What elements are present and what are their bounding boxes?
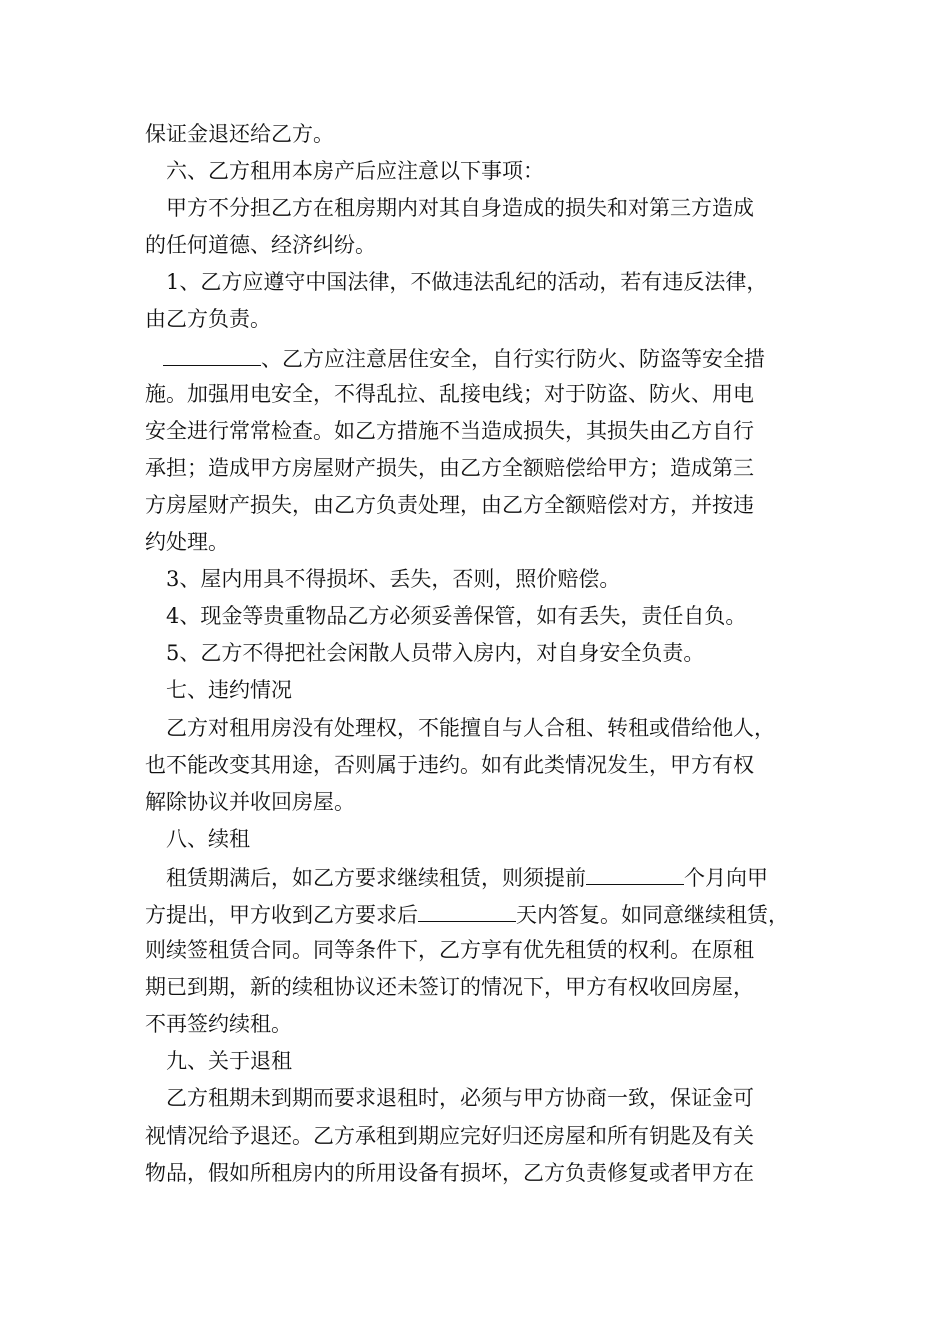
- text-line: 乙方对租用房没有处理权，不能擅自与人合租、转租或借给他人，: [166, 715, 775, 740]
- document-body: [145, 116, 810, 1192]
- section-heading: 六、乙方租用本房产后应注意以下事项：: [166, 159, 544, 184]
- text-line: 施。加强用电安全，不得乱拉、乱接电线；对于防盗、防火、用电: [145, 381, 754, 406]
- text-line: 由乙方负责。: [145, 307, 271, 332]
- text-segment: 、乙方应注意居住安全，自行实行防火、防盗等安全措: [261, 346, 765, 371]
- text-line: 不再签约续租。: [145, 1012, 292, 1037]
- section-heading: 九、关于退租: [166, 1049, 292, 1074]
- list-item: 1、乙方应遵守中国法律，不做违法乱纪的活动，若有违反法律，: [166, 270, 768, 295]
- text-line: 视情况给予退还。乙方承租到期应完好归还房屋和所有钥匙及有关: [145, 1123, 754, 1148]
- text-line: 约处理。: [145, 530, 229, 555]
- text-line-with-blank: [145, 858, 810, 895]
- text-line: 的任何道德、经济纠纷。: [145, 233, 376, 258]
- text-line: 保证金退还给乙方。: [145, 122, 334, 146]
- fill-in-blank[interactable]: [586, 858, 684, 885]
- text-segment: 方提出，甲方收到乙方要求后: [145, 902, 418, 927]
- list-item: 4、现金等贵重物品乙方必须妥善保管，如有丢失，责任自负。: [166, 604, 747, 629]
- text-segment: 租赁期满后，如乙方要求继续租赁，则须提前: [166, 865, 586, 890]
- text-segment: 个月向甲: [684, 865, 768, 890]
- text-line: 则续签租赁合同。同等条件下，乙方享有优先租赁的权利。在原租: [145, 938, 754, 963]
- section-heading: 七、违约情况: [166, 678, 292, 703]
- text-line: 解除协议并收回房屋。: [145, 789, 355, 814]
- text-line: 期已到期，新的续租协议还未签订的情况下，甲方有权收回房屋，: [145, 975, 754, 1000]
- text-segment: 天内答复。如同意继续租赁，: [516, 902, 789, 927]
- text-line: 方房屋财产损失，由乙方负责处理，由乙方全额赔偿对方，并按违: [145, 492, 754, 517]
- fill-in-blank[interactable]: [418, 895, 516, 922]
- list-item: 3、屋内用具不得损坏、丢失，否则，照价赔偿。: [166, 567, 621, 592]
- list-item: 5、乙方不得把社会闲散人员带入房内，对自身安全负责。: [166, 641, 705, 666]
- list-item-with-blank: [145, 339, 810, 376]
- fill-in-blank[interactable]: [163, 339, 261, 366]
- text-line: 安全进行常常检查。如乙方措施不当造成损失，其损失由乙方自行: [145, 418, 754, 443]
- text-line: 乙方租期未到期而要求退租时，必须与甲方协商一致，保证金可: [166, 1086, 754, 1111]
- text-line: 也不能改变其用途，否则属于违约。如有此类情况发生，甲方有权: [145, 752, 754, 777]
- section-heading: 八、续租: [166, 826, 250, 851]
- text-line: 物品，假如所租房内的所用设备有损坏，乙方负责修复或者甲方在: [145, 1160, 754, 1185]
- text-line-with-blank: [145, 895, 810, 932]
- text-line: 承担；造成甲方房屋财产损失，由乙方全额赔偿给甲方；造成第三: [145, 455, 754, 480]
- text-line: 甲方不分担乙方在租房期内对其自身造成的损失和对第三方造成: [166, 196, 754, 221]
